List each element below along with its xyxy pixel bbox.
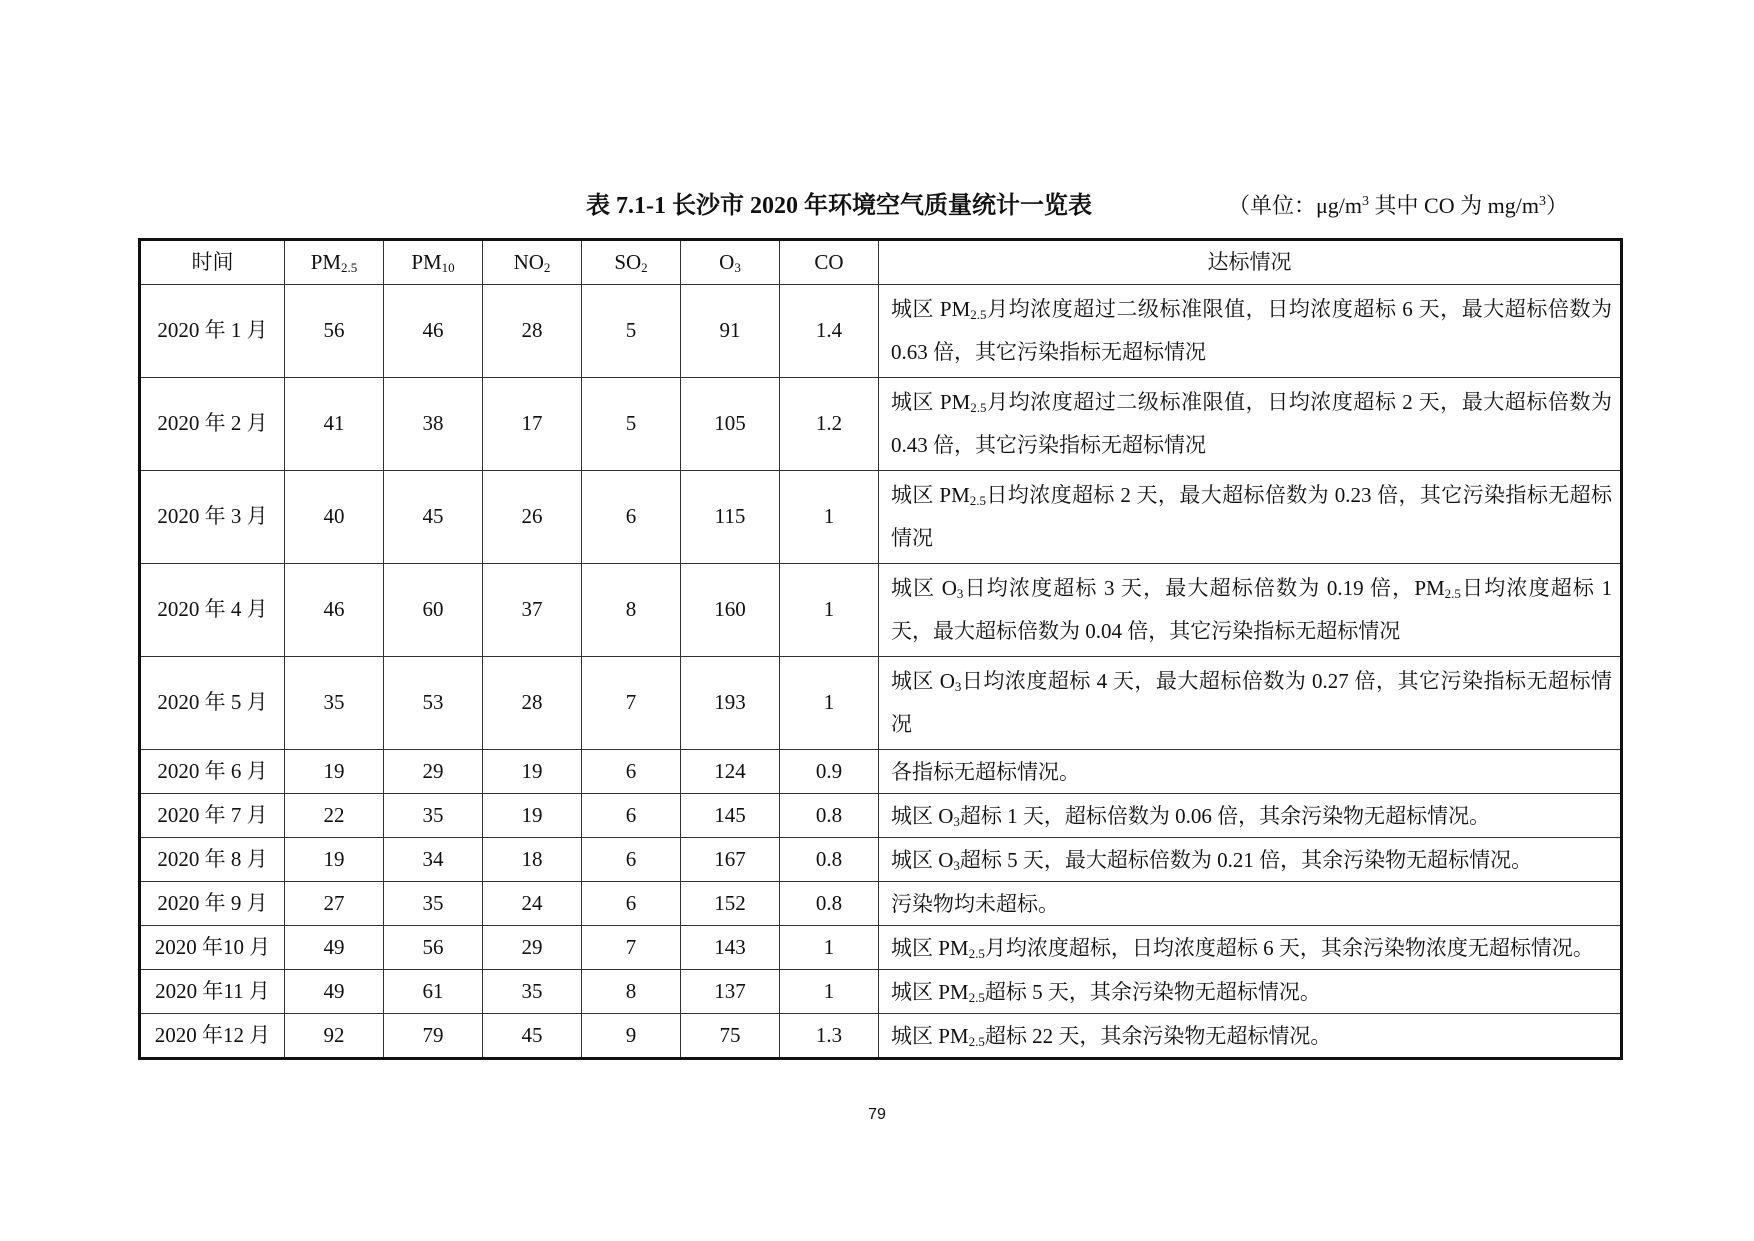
cell-no2: 29 xyxy=(483,926,582,970)
cell-o3: 115 xyxy=(681,471,780,564)
cell-so2: 6 xyxy=(582,471,681,564)
header-pm10 xyxy=(384,240,483,285)
cell-so2: 6 xyxy=(582,750,681,794)
remark-text: 城区 O xyxy=(891,803,954,828)
cell-no2: 28 xyxy=(483,657,582,750)
cell-pm25: 49 xyxy=(285,970,384,1014)
remark-subscript: 3 xyxy=(953,813,960,829)
table-title: 表 7.1-1 长沙市 2020 年环境空气质量统计一览表 xyxy=(586,193,1092,219)
table-row xyxy=(140,838,1622,882)
header-pm25-base: PM xyxy=(310,249,342,274)
cell-remark xyxy=(879,750,1622,794)
cell-remark xyxy=(879,970,1622,1014)
cell-o3: 160 xyxy=(681,564,780,657)
remark-subscript: 3 xyxy=(956,586,964,601)
cell-co: 0.8 xyxy=(780,838,879,882)
cell-co: 1.3 xyxy=(780,1014,879,1059)
cell-pm25: 27 xyxy=(285,882,384,926)
cell-pm10: 46 xyxy=(384,285,483,378)
cell-remark xyxy=(879,926,1622,970)
table-row xyxy=(140,794,1622,838)
table-row xyxy=(140,1014,1622,1059)
table-row xyxy=(140,564,1622,657)
cell-month: 2020 年 6 月 xyxy=(140,750,285,794)
remark-text: 城区 O xyxy=(891,576,957,600)
cell-pm10: 60 xyxy=(384,564,483,657)
cell-pm25: 19 xyxy=(285,750,384,794)
cell-no2: 24 xyxy=(483,882,582,926)
cell-pm25: 35 xyxy=(285,657,384,750)
cell-month: 2020 年 2 月 xyxy=(140,378,285,471)
remark-text: 城区 PM xyxy=(891,1023,969,1048)
header-so2-sub: 2 xyxy=(641,259,648,275)
cell-so2: 8 xyxy=(582,970,681,1014)
remark-subscript: 2.5 xyxy=(970,400,987,415)
remark-subscript: 2.5 xyxy=(968,1033,985,1049)
cell-so2: 5 xyxy=(582,285,681,378)
cell-pm10: 35 xyxy=(384,794,483,838)
cell-pm25: 92 xyxy=(285,1014,384,1059)
header-time: 时间 xyxy=(140,240,285,285)
table-row xyxy=(140,657,1622,750)
cell-month: 2020 年 8 月 xyxy=(140,838,285,882)
header-co: CO xyxy=(780,240,879,285)
cell-co: 1 xyxy=(780,564,879,657)
unit-suffix: ） xyxy=(1545,193,1568,218)
remark-subscript: 2.5 xyxy=(1444,586,1461,601)
cell-co: 1.4 xyxy=(780,285,879,378)
cell-pm25: 49 xyxy=(285,926,384,970)
cell-month: 2020 年12 月 xyxy=(140,1014,285,1059)
cell-so2: 6 xyxy=(582,794,681,838)
remark-text: 日均浓度超标 1 天，最大超标倍数为 0.04 倍，其它污染指标无超标情况 xyxy=(891,576,1612,643)
cell-remark xyxy=(879,838,1622,882)
remark-text: 日均浓度超标 2 天，最大超标倍数为 0.23 倍，其它污染指标无超标情况 xyxy=(891,483,1612,550)
cell-so2: 9 xyxy=(582,1014,681,1059)
remark-text: 污染物均未超标。 xyxy=(891,891,1059,916)
title-bar xyxy=(0,186,1754,226)
cell-so2: 6 xyxy=(582,882,681,926)
remark-text: 超标 5 天，最大超标倍数为 0.21 倍，其余污染物无超标情况。 xyxy=(959,847,1533,872)
header-so2-base: SO xyxy=(614,249,642,274)
cell-month: 2020 年 1 月 xyxy=(140,285,285,378)
remark-text: 月均浓度超标，日均浓度超标 6 天，其余污染物浓度无超标情况。 xyxy=(984,935,1594,960)
cell-month: 2020 年 5 月 xyxy=(140,657,285,750)
remark-text: 月均浓度超过二级标准限值，日均浓度超标 2 天，最大超标倍数为 0.43 倍，其它污染指标无超标情况 xyxy=(891,390,1613,457)
cell-pm25: 22 xyxy=(285,794,384,838)
remark-text: 月均浓度超过二级标准限值，日均浓度超标 6 天，最大超标倍数为 0.63 倍，其它污染指标无超标情况 xyxy=(891,297,1613,364)
unit-middle: 其中 CO 为 mg/m xyxy=(1369,193,1539,218)
cell-remark xyxy=(879,471,1622,564)
cell-o3: 145 xyxy=(681,794,780,838)
table-row xyxy=(140,750,1622,794)
header-no2 xyxy=(483,240,582,285)
table-row xyxy=(140,378,1622,471)
cell-pm10: 35 xyxy=(384,882,483,926)
table-row xyxy=(140,970,1622,1014)
cell-remark xyxy=(879,657,1622,750)
cell-pm10: 38 xyxy=(384,378,483,471)
cell-no2: 37 xyxy=(483,564,582,657)
header-status: 达标情况 xyxy=(879,240,1622,285)
cell-remark xyxy=(879,285,1622,378)
cell-co: 1 xyxy=(780,970,879,1014)
cell-remark xyxy=(879,1014,1622,1059)
page-number: 79 xyxy=(868,1106,886,1123)
remark-text: 城区 PM xyxy=(891,297,971,321)
cell-o3: 137 xyxy=(681,970,780,1014)
remark-subscript: 3 xyxy=(954,679,962,694)
unit-note xyxy=(1228,186,1568,226)
header-pm25-sub: 2.5 xyxy=(341,259,358,275)
table-body xyxy=(140,285,1622,1059)
cell-no2: 19 xyxy=(483,750,582,794)
table-row xyxy=(140,926,1622,970)
cell-no2: 26 xyxy=(483,471,582,564)
air-quality-table xyxy=(138,238,1623,1060)
header-pm10-sub: 10 xyxy=(441,259,455,275)
remark-text: 超标 1 天，超标倍数为 0.06 倍，其余污染物无超标情况。 xyxy=(959,803,1491,828)
cell-no2: 17 xyxy=(483,378,582,471)
remark-text: 日均浓度超标 4 天，最大超标倍数为 0.27 倍，其它污染指标无超标情况 xyxy=(891,669,1612,736)
remark-text: 城区 O xyxy=(891,669,955,693)
cell-month: 2020 年11 月 xyxy=(140,970,285,1014)
header-no2-base: NO xyxy=(513,249,544,274)
remark-subscript: 2.5 xyxy=(968,989,985,1005)
cell-pm25: 40 xyxy=(285,471,384,564)
cell-co: 1.2 xyxy=(780,378,879,471)
cell-pm10: 53 xyxy=(384,657,483,750)
remark-text: 城区 PM xyxy=(891,979,969,1004)
header-no2-sub: 2 xyxy=(543,259,551,275)
remark-text: 城区 PM xyxy=(891,935,969,960)
cell-no2: 28 xyxy=(483,285,582,378)
remark-subscript: 2.5 xyxy=(970,307,987,322)
cell-co: 1 xyxy=(780,926,879,970)
cell-co: 1 xyxy=(780,471,879,564)
cell-pm25: 56 xyxy=(285,285,384,378)
table-row xyxy=(140,471,1622,564)
cell-o3: 75 xyxy=(681,1014,780,1059)
header-o3-base: O xyxy=(719,249,735,274)
remark-text: 城区 PM xyxy=(891,390,971,414)
cell-pm25: 41 xyxy=(285,378,384,471)
remark-subscript: 2.5 xyxy=(968,945,985,961)
cell-co: 0.8 xyxy=(780,882,879,926)
header-pm25 xyxy=(285,240,384,285)
cell-remark xyxy=(879,378,1622,471)
cell-co: 0.9 xyxy=(780,750,879,794)
cell-o3: 193 xyxy=(681,657,780,750)
cell-co: 1 xyxy=(780,657,879,750)
cell-o3: 105 xyxy=(681,378,780,471)
cell-pm10: 79 xyxy=(384,1014,483,1059)
cell-remark xyxy=(879,882,1622,926)
cell-pm10: 34 xyxy=(384,838,483,882)
cell-so2: 6 xyxy=(582,838,681,882)
header-o3-sub: 3 xyxy=(734,259,741,275)
remark-text: 城区 O xyxy=(891,847,954,872)
cell-pm10: 61 xyxy=(384,970,483,1014)
cell-o3: 91 xyxy=(681,285,780,378)
cell-month: 2020 年 7 月 xyxy=(140,794,285,838)
cell-o3: 152 xyxy=(681,882,780,926)
cell-o3: 124 xyxy=(681,750,780,794)
table-row xyxy=(140,285,1622,378)
cell-month: 2020 年 9 月 xyxy=(140,882,285,926)
cell-remark xyxy=(879,564,1622,657)
cell-pm25: 19 xyxy=(285,838,384,882)
unit-sup-2: 3 xyxy=(1538,194,1546,209)
remark-text: 超标 22 天，其余污染物无超标情况。 xyxy=(984,1023,1332,1048)
cell-no2: 19 xyxy=(483,794,582,838)
cell-pm10: 29 xyxy=(384,750,483,794)
cell-co: 0.8 xyxy=(780,794,879,838)
cell-so2: 7 xyxy=(582,657,681,750)
remark-subscript: 3 xyxy=(953,857,960,873)
table-row xyxy=(140,882,1622,926)
cell-so2: 8 xyxy=(582,564,681,657)
cell-month: 2020 年10 月 xyxy=(140,926,285,970)
cell-so2: 7 xyxy=(582,926,681,970)
cell-pm25: 46 xyxy=(285,564,384,657)
cell-no2: 35 xyxy=(483,970,582,1014)
cell-month: 2020 年 4 月 xyxy=(140,564,285,657)
remark-text: 日均浓度超标 3 天，最大超标倍数为 0.19 倍，PM xyxy=(963,576,1445,600)
unit-sup-1: 3 xyxy=(1362,194,1370,209)
header-o3 xyxy=(681,240,780,285)
cell-pm10: 56 xyxy=(384,926,483,970)
header-pm10-base: PM xyxy=(411,249,442,274)
cell-so2: 5 xyxy=(582,378,681,471)
remark-text: 超标 5 天，其余污染物无超标情况。 xyxy=(984,979,1321,1004)
header-row xyxy=(140,240,1622,285)
cell-remark xyxy=(879,794,1622,838)
remark-text: 各指标无超标情况。 xyxy=(891,759,1080,784)
header-so2 xyxy=(582,240,681,285)
cell-no2: 45 xyxy=(483,1014,582,1059)
cell-no2: 18 xyxy=(483,838,582,882)
remark-text: 城区 PM xyxy=(891,483,970,507)
cell-pm10: 45 xyxy=(384,471,483,564)
cell-o3: 143 xyxy=(681,926,780,970)
cell-month: 2020 年 3 月 xyxy=(140,471,285,564)
unit-prefix: （单位：μg/m xyxy=(1228,193,1363,218)
cell-o3: 167 xyxy=(681,838,780,882)
remark-subscript: 2.5 xyxy=(969,493,987,508)
